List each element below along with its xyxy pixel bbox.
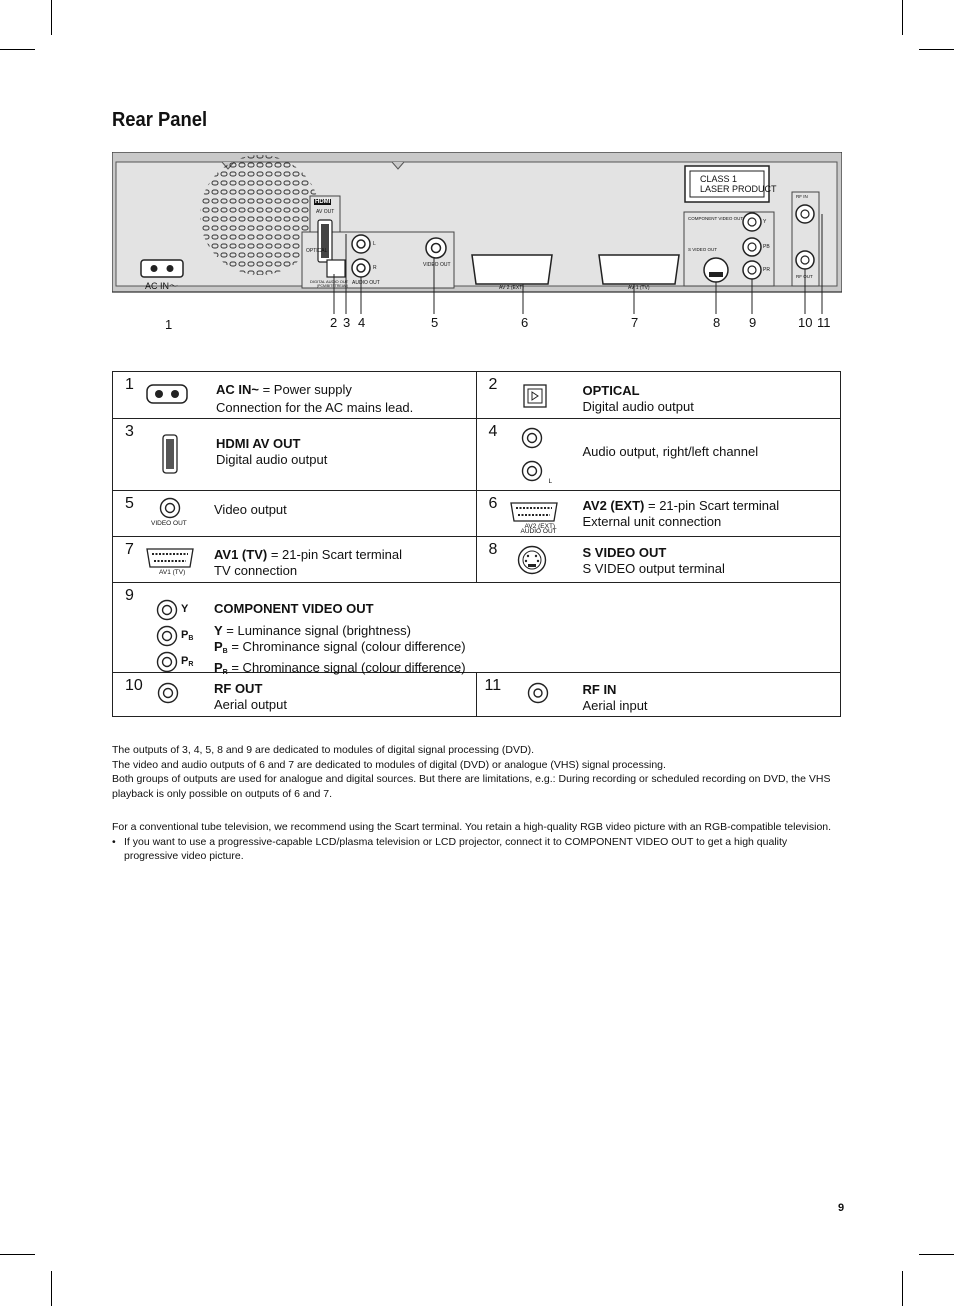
- s-video-out-label: S VIDEO OUT: [688, 247, 718, 252]
- legend-name: S VIDEO OUT: [582, 545, 667, 560]
- av1-caption: AV1 (TV): [159, 569, 186, 576]
- connector-legend-table: [112, 371, 841, 717]
- pb-line: $P_B$ = Chrominance signal (colour difference): [214, 639, 466, 655]
- crop-mark: [902, 0, 903, 35]
- table-row: [113, 491, 841, 537]
- av-out-label: AV OUT: [316, 209, 335, 215]
- legend-cell-6: [476, 491, 841, 537]
- rf-in-jack-icon: [527, 682, 549, 704]
- callout-9: 9: [749, 315, 757, 330]
- panel-pr-label: PR: [763, 267, 770, 273]
- component-video-out-label: COMPONENT VIDEO OUT: [688, 216, 744, 221]
- callout-1: 1: [165, 317, 173, 332]
- legend-cell-11: [476, 673, 841, 717]
- legend-desc: Connection for the AC mains lead.: [216, 399, 414, 415]
- legend-name: AC IN~: [216, 382, 259, 397]
- legend-text: [214, 547, 402, 578]
- crop-mark: [0, 49, 35, 50]
- legend-rest: = 21-pin Scart terminal: [644, 498, 780, 513]
- crop-mark: [919, 1254, 954, 1255]
- legend-number: 4: [488, 423, 498, 440]
- legend-cell-10: [113, 673, 477, 717]
- video-out-label: VIDEO OUT: [423, 262, 451, 268]
- legend-text: [214, 601, 466, 681]
- component-pb-tag: $P_B$: [181, 629, 194, 642]
- legend-number: 9: [125, 587, 134, 604]
- callout-10: 10: [798, 315, 813, 330]
- legend-number: 7: [125, 541, 134, 558]
- callout-5: 5: [431, 315, 439, 330]
- pr-line: $P_R$ = Chrominance signal (colour difference): [214, 660, 466, 676]
- legend-rest: = 21-pin Scart terminal: [267, 547, 402, 562]
- audio-out-caption: AUDIO OUT: [520, 528, 557, 535]
- legend-name: RF OUT: [214, 681, 263, 696]
- legend-text: [583, 444, 759, 460]
- legend-desc: Aerial output: [214, 696, 287, 712]
- legend-rest: = Power supply: [258, 382, 352, 397]
- bullet-item: [112, 835, 842, 864]
- legend-text: [214, 502, 287, 518]
- av2-caption: AV2 (EXT): [524, 523, 556, 530]
- legend-desc: Audio output, right/left channel: [582, 444, 759, 459]
- legend-name: AV1 (TV): [214, 547, 268, 562]
- hdmi-logo: HDMI: [315, 199, 331, 205]
- audio-jacks-icon: [521, 427, 543, 482]
- legend-desc: Digital audio output: [582, 398, 694, 414]
- legend-cell-1: [113, 372, 477, 419]
- hdmi-port-icon: [162, 434, 178, 474]
- video-jack-icon: [159, 497, 181, 519]
- pcm-label: (PCM/BITSTREAM): [317, 284, 349, 288]
- component-jacks-icon: [156, 599, 178, 675]
- page-number: 9: [838, 1202, 845, 1214]
- notes-section: [112, 743, 842, 864]
- legend-desc: Digital audio output: [216, 451, 328, 467]
- table-row: [113, 372, 841, 419]
- legend-number: 2: [488, 376, 498, 393]
- table-row: [113, 673, 841, 717]
- legend-name: HDMI AV OUT: [216, 436, 301, 451]
- av1-label: AV 1 (TV): [628, 285, 650, 291]
- legend-name: OPTICAL: [582, 383, 640, 398]
- legend-text: [214, 681, 287, 712]
- note-paragraph: If you want to use a progressive-capable LCD/plasma television or LCD projector, connect it to COMPONENT VIDEO OUT to get a high quality progressive video picture.: [124, 835, 788, 862]
- legend-number: 10: [125, 677, 143, 694]
- ac-inlet-icon: [146, 384, 188, 404]
- legend-text: [216, 382, 413, 415]
- scart-av2-icon: [510, 501, 558, 523]
- table-row: [113, 537, 841, 583]
- panel-r-label: R: [373, 265, 377, 271]
- rear-panel-diagram: [112, 152, 842, 342]
- legend-text: [583, 545, 725, 576]
- legend-number: 8: [488, 541, 498, 558]
- crop-mark: [919, 49, 954, 50]
- legend-cell-7: [113, 537, 477, 583]
- callout-4: 4: [358, 315, 366, 330]
- note-paragraph: Both groups of outputs are used for analogue and digital sources. But there are limitations, e.g.: During recording or scheduled recording on DVD, the VHS playback is only possible on outputs of 6 and 7.: [112, 773, 831, 800]
- bullet-glyph: •: [112, 835, 116, 848]
- legend-text: [583, 383, 694, 414]
- audio-out-label: AUDIO OUT: [352, 280, 380, 286]
- note-paragraph: The outputs of 3, 4, 5, 8 and 9 are dedicated to modules of digital signal processing (DVD).: [112, 744, 534, 756]
- callout-11: 11: [817, 315, 831, 330]
- legend-cell-8: [476, 537, 841, 583]
- av2-label: AV 2 (EXT): [499, 285, 524, 291]
- note-paragraph: For a conventional tube television, we recommend using the Scart terminal. You retain a high-quality RGB video picture with an RGB-compatible television.: [112, 821, 832, 833]
- panel-pb-label: PB: [763, 244, 770, 250]
- ac-in-label: AC IN～: [145, 281, 179, 291]
- legend-number: 11: [484, 677, 502, 694]
- legend-number: 3: [125, 423, 134, 440]
- rf-in-label: RF IN: [796, 194, 808, 199]
- legend-text: [583, 498, 780, 529]
- component-y-tag: Y: [181, 603, 189, 615]
- panel-l-label: L: [373, 241, 376, 247]
- callout-6: 6: [521, 315, 529, 330]
- video-out-caption: VIDEO OUT: [151, 520, 187, 527]
- legend-desc: Aerial input: [582, 697, 648, 713]
- y-line: Y = Luminance signal (brightness): [214, 623, 411, 638]
- legend-cell-3: [113, 419, 477, 491]
- callout-8: 8: [713, 315, 721, 330]
- optical-label: OPTICAL: [306, 248, 328, 254]
- rf-out-label: RF OUT: [796, 274, 813, 279]
- legend-desc: External unit connection: [582, 513, 722, 529]
- legend-number: 6: [488, 495, 498, 512]
- optical-port-icon: [523, 384, 547, 408]
- page-title: Rear Panel: [112, 109, 208, 131]
- crop-mark: [0, 1254, 35, 1255]
- legend-desc: TV connection: [214, 562, 298, 578]
- note-paragraph: The video and audio outputs of 6 and 7 are dedicated to modules of digital (DVD) or analogue (VHS) signal processing.: [112, 758, 666, 771]
- legend-name: AV2 (EXT): [582, 498, 645, 513]
- component-pr-tag: $P_R$: [181, 655, 194, 668]
- laser-label-line2: LASER PRODUCT: [700, 184, 777, 194]
- table-row: [113, 419, 841, 491]
- callout-7: 7: [631, 315, 639, 330]
- legend-name: COMPONENT VIDEO OUT: [214, 601, 374, 616]
- panel-y-label: Y: [763, 219, 767, 225]
- table-row: [113, 583, 841, 673]
- legend-name: RF IN: [582, 682, 617, 697]
- rf-out-jack-icon: [157, 682, 179, 704]
- crop-mark: [902, 1271, 903, 1306]
- legend-cell-2: [476, 372, 841, 419]
- legend-desc: Video output: [214, 502, 287, 517]
- legend-text: [216, 436, 327, 467]
- callout-2: 2: [330, 315, 338, 330]
- legend-text: [583, 682, 648, 713]
- callout-numbers: [112, 315, 842, 335]
- scart-av1-icon: [146, 547, 194, 569]
- s-video-jack-icon: [517, 545, 547, 575]
- legend-desc: S VIDEO output terminal: [582, 560, 725, 576]
- legend-cell-5: [113, 491, 477, 537]
- legend-number: 1: [125, 376, 134, 393]
- audio-l-label: L: [548, 478, 553, 485]
- crop-mark: [51, 1271, 52, 1306]
- legend-number: 5: [125, 495, 134, 512]
- crop-mark: [51, 0, 52, 35]
- laser-label-line1: CLASS 1: [700, 174, 738, 184]
- digital-audio-out-label: DIGITAL AUDIO OUT: [310, 279, 349, 284]
- callout-3: 3: [343, 315, 351, 330]
- legend-cell-9: [113, 583, 841, 676]
